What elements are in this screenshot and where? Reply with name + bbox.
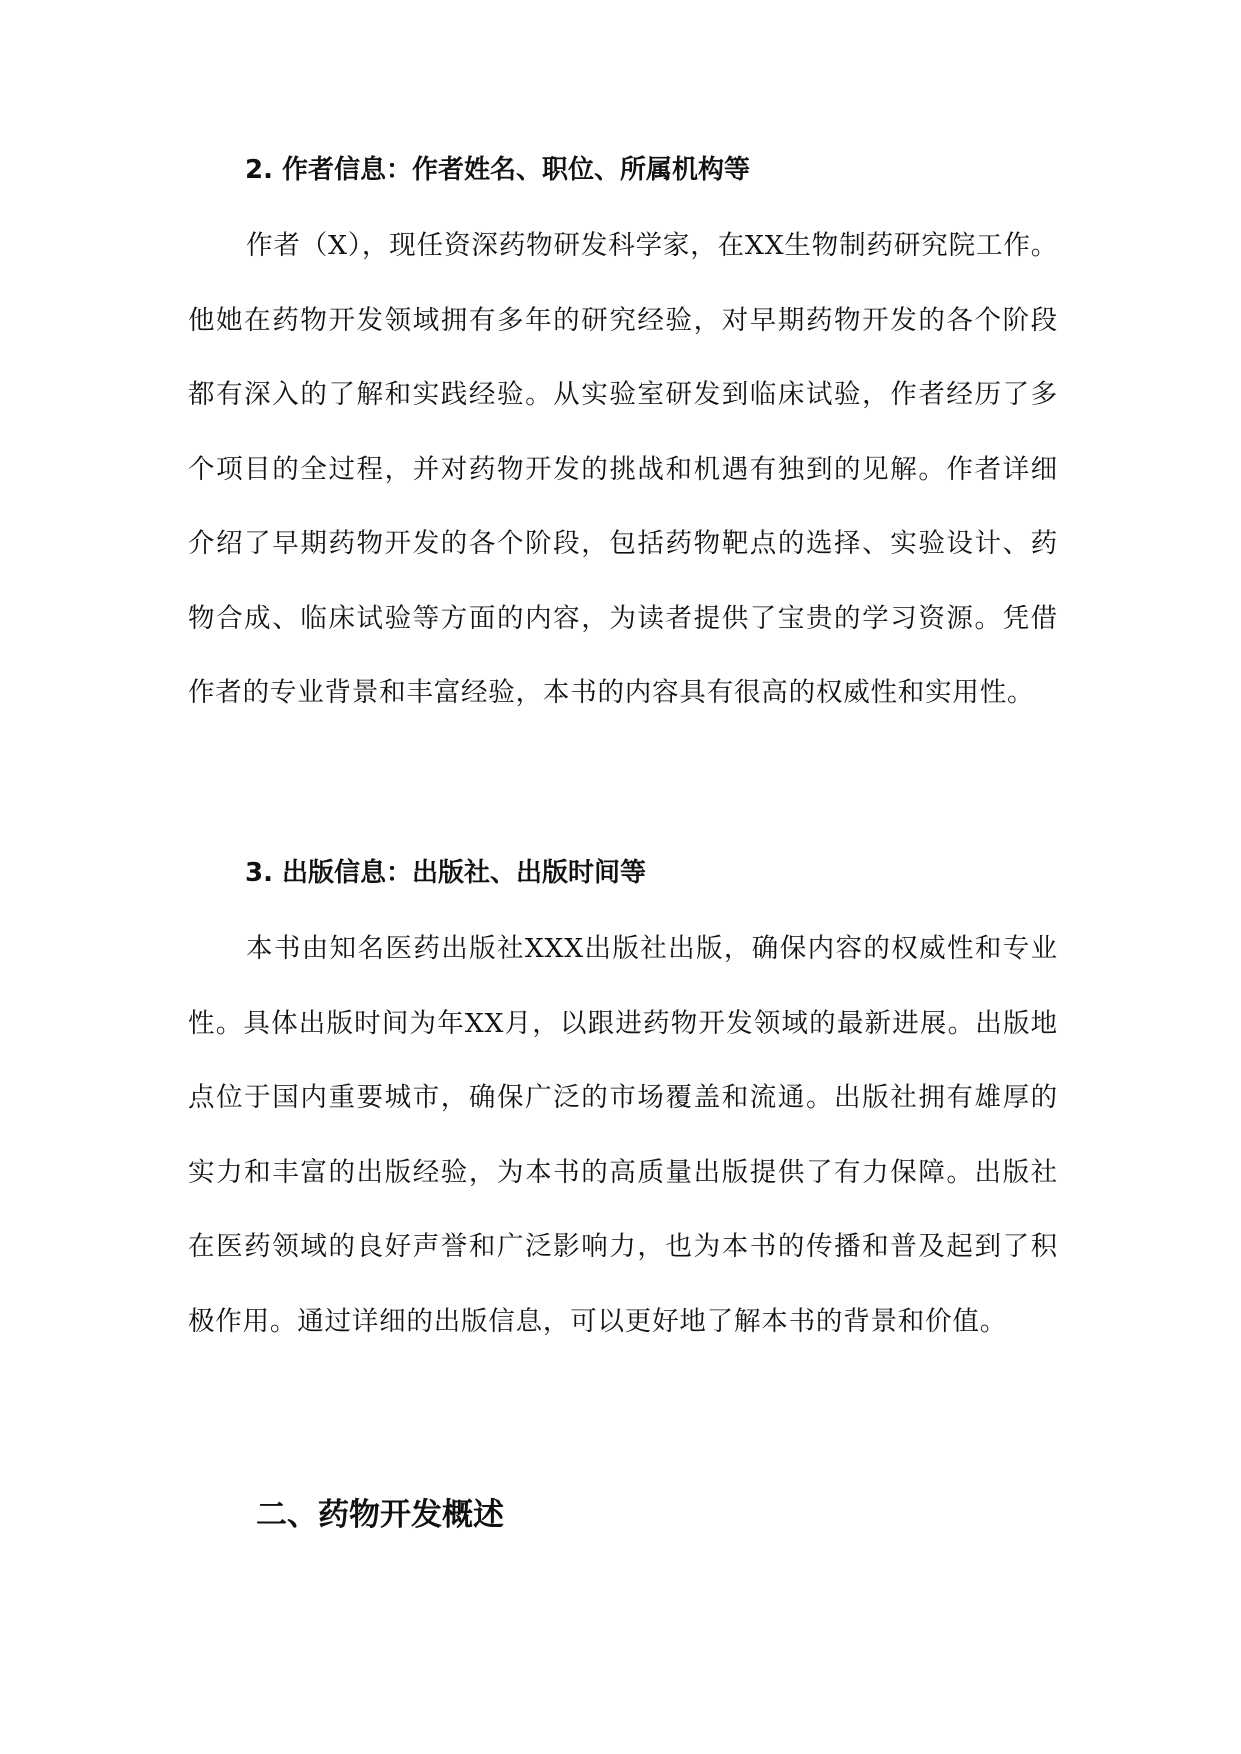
- paragraph-author-info: 作者（X），现任资深药物研发科学家，在XX生物制药研究院工作。他她在药物开发领域拥有多年的研究经验，对早期药物开发的各个阶段都有深入的了解和实践经验。从实验室研发到临床试验，作者经历了多个项目的全过程，并对药物开发的挑战和机遇有独到的见解。作者详细介绍了早期药物开发的各个阶段，包括药物靶点的选择、实验设计、药物合成、临床试验等方面的内容，为读者提供了宝贵的学习资源。凭借作者的专业背景和丰富经验，本书的内容具有很高的权威性和实用性。: [188, 230, 1058, 708]
- section-heading-author-info: 2. 作者信息：作者姓名、职位、所属机构等: [245, 155, 751, 185]
- paragraph-publication-info: 本书由知名医药出版社XXX出版社出版，确保内容的权威性和专业性。具体出版时间为年XX月，以跟进药物开发领域的最新进展。出版地点位于国内重要城市，确保广泛的市场覆盖和流通。出版社拥有雄厚的实力和丰富的出版经验，为本书的高质量出版提供了有力保障。出版社在医药领域的良好声誉和广泛影响力，也为本书的传播和普及起到了积极作用。通过详细的出版信息，可以更好地了解本书的背景和价值。: [188, 933, 1058, 1337]
- section-heading-publication-info: 3. 出版信息：出版社、出版时间等: [245, 858, 647, 888]
- chapter-title: 二、药物开发概述: [256, 1497, 504, 1533]
